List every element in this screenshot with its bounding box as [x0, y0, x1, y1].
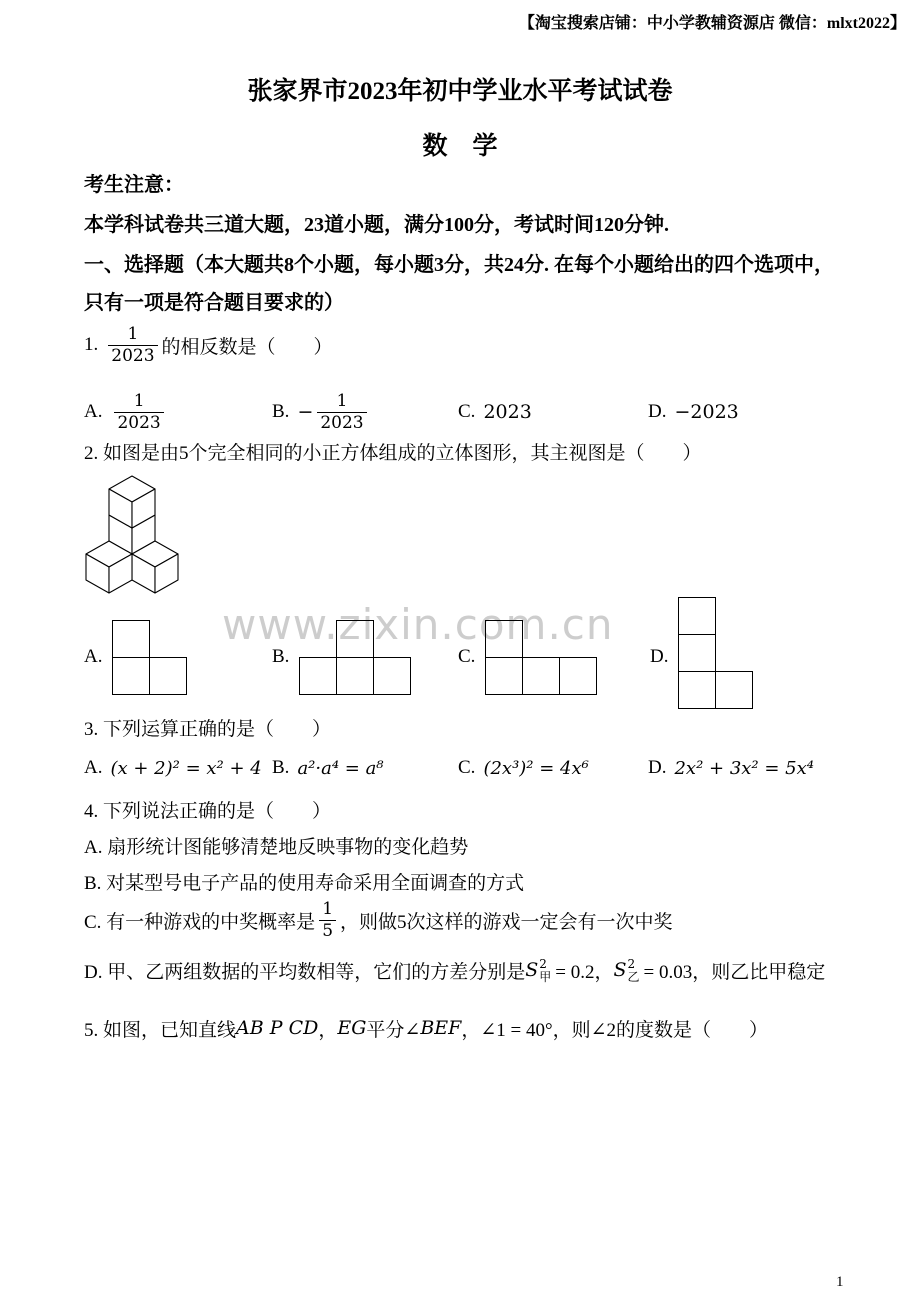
option-label: A.	[84, 401, 103, 422]
shape-square	[336, 620, 374, 658]
math-expression: (x + 2)² = x² + 4	[110, 757, 262, 779]
option-q2-b	[272, 620, 410, 694]
option-q2-c-shape	[485, 620, 596, 694]
option-q2-c	[458, 620, 596, 694]
page-number: 1	[836, 1274, 844, 1290]
variance-supsub-yi	[628, 958, 640, 983]
question-3-options	[84, 748, 884, 788]
option-label: D.	[648, 401, 667, 422]
option-q2-d-shape	[678, 597, 752, 708]
option-q4-c-suffix: ，则做5次这样的游戏一定会有一次中奖	[340, 911, 673, 933]
variance-symbol-jia: S	[525, 959, 539, 981]
option-label: D.	[650, 646, 669, 667]
math-line-eg: EG	[337, 1017, 367, 1039]
question-3-stem: 3. 下列运算正确的是（ ）	[84, 719, 332, 740]
subject-title: 数 学	[422, 133, 498, 160]
shape-square	[299, 657, 337, 695]
question-5-text: ，	[318, 1019, 338, 1041]
shape-empty-cell	[559, 620, 597, 658]
question-5-text: ，∠1 = 40°，则∠2的度数是（ ）	[461, 1019, 769, 1041]
section1-heading-line1: 一、选择题（本大题共8个小题，每小题3分，共24分. 在每个小题给出的四个选项中，	[84, 254, 834, 276]
option-label: C.	[458, 757, 476, 778]
subscript: 甲	[539, 970, 552, 984]
option-q3-a	[84, 748, 262, 788]
option-value: −2023	[674, 401, 739, 423]
shape-square	[485, 620, 523, 658]
fraction-numerator: 1	[127, 324, 139, 345]
option-q3-c	[458, 748, 589, 788]
shape-square	[485, 657, 523, 695]
shape-square	[112, 620, 150, 658]
option-q3-d	[648, 748, 814, 788]
option-q4-d-mid: = 0.2，	[555, 961, 614, 983]
math-expression: (2x³)² = 4x⁶	[483, 757, 589, 779]
notice-text: 本学科试卷共三道大题，23道小题，满分100分，考试时间120分钟.	[84, 214, 669, 236]
shape-empty-cell	[522, 620, 560, 658]
fraction-1-over-2023	[114, 391, 163, 433]
math-expression: 2x² + 3x² = 5x⁴	[674, 757, 814, 779]
option-label: A.	[84, 646, 103, 667]
shape-square	[149, 657, 187, 695]
option-q2-b-shape	[299, 620, 410, 694]
question-1-text: 的相反数是（ ）	[161, 336, 333, 358]
exam-title: 张家界市2023年初中学业水平考试试卷	[247, 78, 673, 105]
fraction-1-over-2023	[317, 391, 366, 433]
fraction-numerator: 1	[322, 899, 334, 920]
question-1-number: 1.	[84, 334, 99, 355]
shape-square	[559, 657, 597, 695]
option-q4-c	[84, 896, 673, 944]
shape-square	[678, 671, 716, 709]
shape-square	[336, 657, 374, 695]
option-q4-d-prefix: D. 甲、乙两组数据的平均数相等，它们的方差分别是	[84, 961, 526, 983]
math-expression: a²·a⁴ = a⁸	[297, 757, 384, 779]
shape-square	[112, 657, 150, 695]
option-q1-c	[458, 386, 532, 438]
variance-symbol-yi: S	[613, 959, 627, 981]
option-label: B.	[272, 646, 290, 667]
option-q4-a: A. 扇形统计图能够清楚地反映事物的变化趋势	[84, 837, 469, 858]
subscript: 乙	[627, 970, 640, 984]
option-q2-a-shape	[112, 620, 186, 694]
shape-square	[678, 634, 716, 672]
minus-sign: −	[297, 401, 314, 423]
option-q2-a	[84, 620, 186, 694]
fraction-numerator: 1	[133, 391, 145, 412]
superscript: 2	[627, 957, 636, 972]
option-q4-c-prefix: C. 有一种游戏的中奖概率是	[84, 911, 316, 933]
math-angle-bef: BEF	[420, 1017, 462, 1039]
shape-empty-cell	[299, 620, 337, 658]
option-label: A.	[84, 757, 103, 778]
option-q3-b	[272, 748, 384, 788]
question-2-options	[84, 588, 884, 708]
question-4-stem: 4. 下列说法正确的是（ ）	[84, 801, 332, 822]
superscript: 2	[539, 957, 547, 972]
fraction-1-over-5	[319, 899, 336, 941]
option-label: B.	[272, 757, 290, 778]
variance-supsub-jia	[539, 958, 551, 983]
option-q1-d	[648, 386, 739, 438]
math-lines-ab-cd: AB P CD	[236, 1017, 319, 1039]
store-note: 【淘宝搜索店铺：中小学教辅资源店 微信：mlxt2022】	[518, 15, 906, 32]
fraction-numerator: 1	[336, 391, 348, 412]
fraction-denominator: 2023	[114, 412, 163, 433]
shape-empty-cell	[715, 597, 753, 635]
option-value: 2023	[483, 401, 532, 423]
option-q1-b	[272, 386, 371, 438]
cube-figure	[84, 462, 182, 596]
option-q1-a	[84, 386, 168, 438]
fraction-denominator: 2023	[108, 345, 157, 366]
shape-empty-cell	[715, 634, 753, 672]
option-q4-b: B. 对某型号电子产品的使用寿命采用全面调查的方式	[84, 873, 525, 894]
option-q4-d-suffix: = 0.03，则乙比甲稳定	[643, 961, 826, 983]
option-label: D.	[648, 757, 667, 778]
option-q4-d	[84, 950, 825, 990]
option-q2-d	[650, 597, 752, 708]
fraction-denominator: 2023	[317, 412, 366, 433]
option-label: C.	[458, 401, 476, 422]
option-label: C.	[458, 646, 476, 667]
notice-label: 考生注意：	[84, 174, 184, 196]
watermark-text: www.zixin.com.cn	[222, 600, 614, 649]
shape-square	[522, 657, 560, 695]
shape-square	[373, 657, 411, 695]
question-2-stem: 2. 如图是由5个完全相同的小正方体组成的立体图形，其主视图是（ ）	[84, 443, 702, 464]
shape-square	[715, 671, 753, 709]
question-5-text: 5. 如图，已知直线	[84, 1019, 237, 1041]
question-5-stem	[84, 1008, 768, 1048]
section1-heading-line2: 只有一项是符合题目要求的）	[84, 292, 344, 314]
question-5-text: 平分∠	[366, 1019, 421, 1041]
fraction-denominator: 5	[319, 920, 336, 941]
shape-square	[678, 597, 716, 635]
shape-empty-cell	[373, 620, 411, 658]
question-1-options	[84, 386, 884, 438]
question-1-stem	[84, 318, 333, 372]
option-label: B.	[272, 401, 290, 422]
fraction-1-over-2023	[108, 324, 157, 366]
shape-empty-cell	[149, 620, 187, 658]
